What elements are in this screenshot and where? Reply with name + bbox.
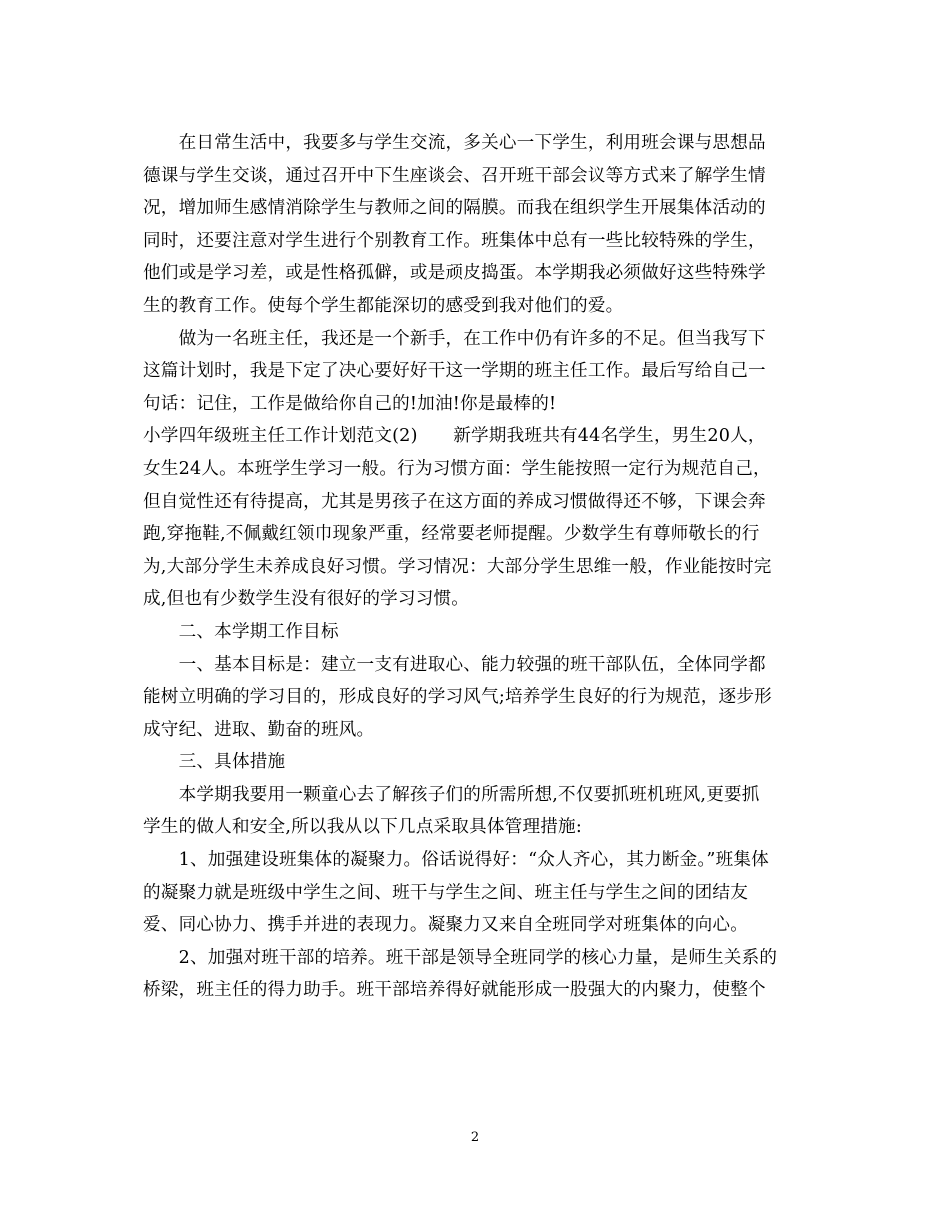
text-line: 跑,穿拖鞋,不佩戴红领巾现象严重，经常要老师提醒。少数学生有尊师敬长的行 — [143, 524, 760, 545]
text-line: 成,但也有少数学生没有很好的学习习惯。 — [143, 589, 470, 610]
text-line: 小学四年级班主任工作计划范文(2) 新学期我班共有44名学生，男生20人， — [143, 426, 766, 447]
text-line: 成守纪、进取、勤奋的班风。 — [143, 719, 375, 740]
text-line: 同时，还要注意对学生进行个别教育工作。班集体中总有一些比较特殊的学生， — [143, 230, 766, 251]
section-heading: 二、本学期工作目标 — [143, 621, 339, 642]
body-text — [143, 127, 813, 1007]
text-line: 爱、同心协力、携手并进的表现力。凝聚力又来自全班同学对班集体的向心。 — [143, 915, 748, 936]
text-line: 的凝聚力就是班级中学生之间、班干与学生之间、班主任与学生之间的团结友 — [143, 882, 748, 903]
text-line: 1、加强建设班集体的凝聚力。俗话说得好：“众人齐心，其力断金。”班集体 — [143, 850, 769, 871]
text-line: 2、加强对班干部的培养。班干部是领导全班同学的核心力量，是师生关系的 — [143, 947, 778, 968]
page-number: 2 — [470, 1130, 480, 1145]
text-line: 况，增加师生感情消除学生与教师之间的隔膜。而我在组织学生开展集体活动的 — [143, 198, 766, 219]
text-line: 女生24人。本班学生学习一般。行为习惯方面：学生能按照一定行为规范自己， — [143, 458, 771, 479]
text-line: 他们或是学习差，或是性格孤僻，或是顽皮捣蛋。本学期我必须做好这些特殊学 — [143, 263, 766, 284]
text-line: 在日常生活中，我要多与学生交流，多关心一下学生，利用班会课与思想品 — [143, 133, 766, 153]
text-line: 为,大部分学生未养成良好习惯。学习情况：大部分学生思维一般，作业能按时完 — [143, 556, 772, 577]
text-line: 学生的做人和安全,所以我从以下几点采取具体管理措施: — [143, 817, 582, 838]
text-line: 句话：记住，工作是做给你自己的!加油!你是最棒的! — [143, 393, 557, 414]
text-line: 桥梁，班主任的得力助手。班干部培养得好就能形成一股强大的内聚力，使整个 — [143, 980, 766, 1001]
text-line: 本学期我要用一颗童心去了解孩子们的所需所想,不仅要抓班机班风,更要抓 — [143, 784, 760, 805]
text-line: 德课与学生交谈，通过召开中下生座谈会、召开班干部会议等方式来了解学生情 — [143, 165, 766, 186]
text-line: 但自觉性还有待提高，尤其是男孩子在这方面的养成习惯做得还不够，下课会奔 — [143, 491, 766, 512]
text-line: 生的教育工作。使每个学生都能深切的感受到我对他们的爱。 — [143, 295, 624, 316]
text-line: 做为一名班主任，我还是一个新手，在工作中仍有许多的不足。但当我写下 — [143, 328, 766, 349]
text-line: 这篇计划时，我是下定了决心要好好干这一学期的班主任工作。最后写给自己一 — [143, 361, 766, 382]
section-heading: 三、具体措施 — [143, 752, 286, 773]
text-line: 能树立明确的学习目的，形成良好的学习风气;培养学生良好的行为规范，逐步形 — [143, 687, 772, 708]
text-line: 一、基本目标是：建立一支有进取心、能力较强的班干部队伍，全体同学都 — [143, 654, 766, 675]
